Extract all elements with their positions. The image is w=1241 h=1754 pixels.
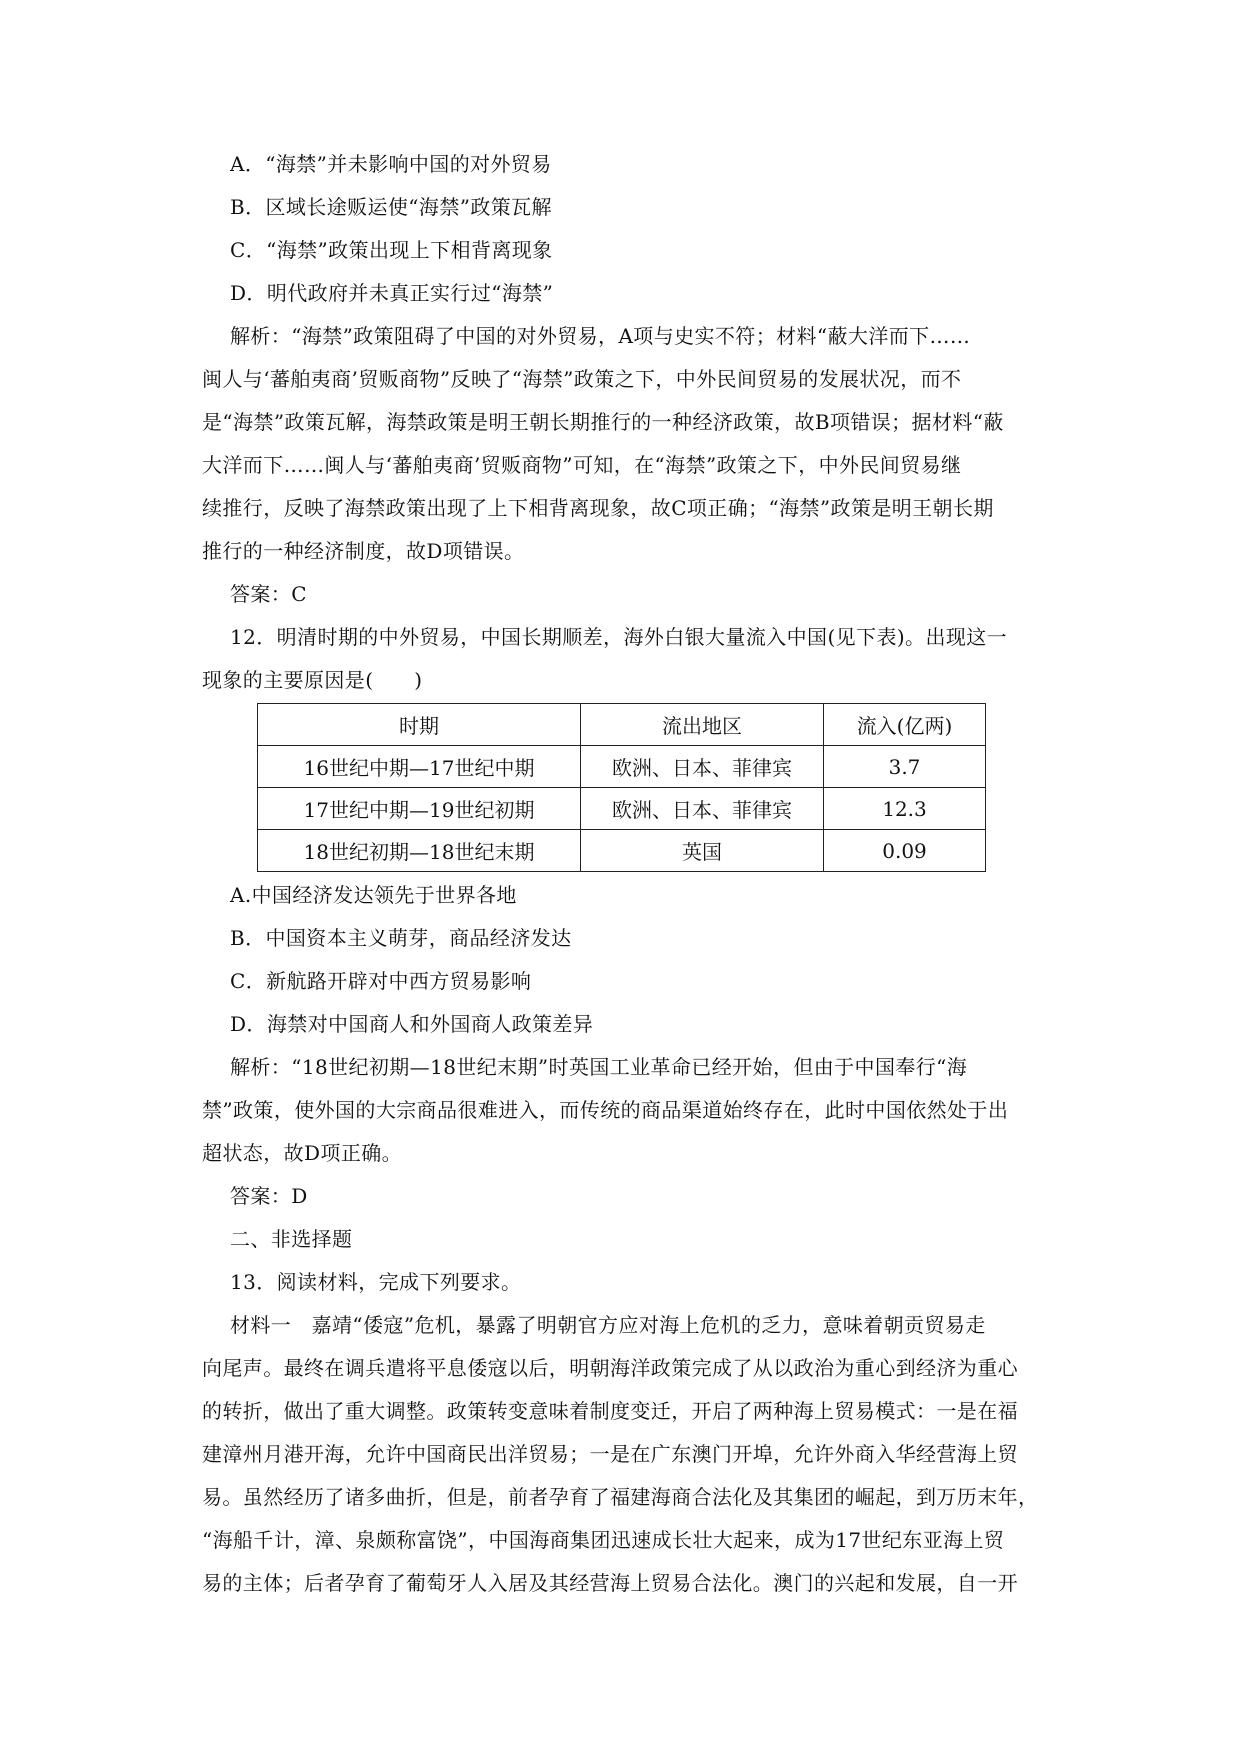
q13-material-line: 建漳州月港开海，允许中国商民出洋贸易；一是在广东澳门开埠，允许外商入华经营海上贸 xyxy=(202,1442,1018,1466)
q12-analysis-line: 禁”政策，使外国的大宗商品很难进入，而传统的商品渠道始终存在，此时中国依然处于出 xyxy=(202,1098,1009,1122)
q12-analysis-line: 超状态，故D项正确。 xyxy=(202,1141,403,1165)
table-header-row xyxy=(258,704,986,746)
q11-analysis-line: 闽人与‘蕃舶夷商’贸贩商物”反映了“海禁”政策之下，中外民间贸易的发展状况，而不 xyxy=(202,367,962,391)
table-cell: 17世纪中期—19世纪初期 xyxy=(258,788,581,830)
table-cell: 16世纪中期—17世纪中期 xyxy=(258,746,581,788)
table-cell: 12.3 xyxy=(824,788,986,830)
q12-option-c: C．新航路开辟对中西方贸易影响 xyxy=(230,969,532,993)
q12-answer: 答案：D xyxy=(230,1184,308,1208)
table-row xyxy=(258,746,986,788)
table-header-cell: 流入(亿两) xyxy=(824,704,986,746)
q12-option-b: B．中国资本主义萌芽，商品经济发达 xyxy=(230,926,572,950)
q12-option-a: A.中国经济发达领先于世界各地 xyxy=(230,883,517,907)
table-cell: 欧洲、日本、菲律宾 xyxy=(581,746,824,788)
q13-material-line: 易的主体；后者孕育了葡萄牙人入居及其经营海上贸易合法化。澳门的兴起和发展，自一开 xyxy=(202,1571,1018,1595)
q11-analysis-line: 解析：“海禁”政策阻碍了中国的对外贸易，A项与史实不符；材料“蔽大洋而下…… xyxy=(230,324,971,348)
q11-answer: 答案：C xyxy=(230,582,307,606)
q13-material-line: 材料一 嘉靖“倭寇”危机，暴露了明朝官方应对海上危机的乏力，意味着朝贡贸易走 xyxy=(230,1313,986,1337)
table-header-cell: 时期 xyxy=(258,704,581,746)
table-cell: 0.09 xyxy=(824,830,986,872)
q13-material-line: 向尾声。最终在调兵遣将平息倭寇以后，明朝海洋政策完成了从以政治为重心到经济为重心 xyxy=(202,1356,1018,1380)
section-heading: 二、非选择题 xyxy=(230,1227,353,1251)
table-cell: 英国 xyxy=(581,830,824,872)
q13-stem: 13．阅读材料，完成下列要求。 xyxy=(230,1270,522,1294)
q11-option-c: C．“海禁”政策出现上下相背离现象 xyxy=(230,238,553,262)
table-header-cell: 流出地区 xyxy=(581,704,824,746)
q11-analysis-line: 大洋而下……闽人与‘蕃舶夷商’贸贩商物”可知，在“海禁”政策之下，中外民间贸易继 xyxy=(202,453,962,477)
q11-analysis-line: 推行的一种经济制度，故D项错误。 xyxy=(202,539,525,563)
table-cell: 18世纪初期—18世纪末期 xyxy=(258,830,581,872)
q12-analysis-line: 解析：“18世纪初期—18世纪末期”时英国工业革命已经开始，但由于中国奉行“海 xyxy=(230,1055,968,1079)
q11-analysis-line: 续推行，反映了海禁政策出现了上下相背离现象，故C项正确；“海禁”政策是明王朝长期 xyxy=(202,496,994,520)
q13-material-line: 易。虽然经历了诸多曲折，但是，前者孕育了福建海商合法化及其集团的崛起，到万历末年， xyxy=(202,1485,1039,1509)
q13-material-line: 的转折，做出了重大调整。政策转变意味着制度变迁，开启了两种海上贸易模式：一是在福 xyxy=(202,1399,1018,1423)
q13-material-line: “海船千计，漳、泉颇称富饶”，中国海商集团迅速成长壮大起来，成为17世纪东亚海上贸 xyxy=(202,1528,1005,1552)
silver-inflow-table xyxy=(257,703,986,872)
q11-analysis-line: 是“海禁”政策瓦解，海禁政策是明王朝长期推行的一种经济政策，故B项错误；据材料“蔽 xyxy=(202,410,1004,434)
q12-option-d: D．海禁对中国商人和外国商人政策差异 xyxy=(230,1012,594,1036)
table-cell: 3.7 xyxy=(824,746,986,788)
q11-option-d: D．明代政府并未真正实行过“海禁” xyxy=(230,281,554,305)
q12-stem-line: 现象的主要原因是( ) xyxy=(202,668,423,692)
table-row xyxy=(258,788,986,830)
q12-stem-line: 12．明清时期的中外贸易，中国长期顺差，海外白银大量流入中国(见下表)。出现这一 xyxy=(230,625,1008,649)
table-cell: 欧洲、日本、菲律宾 xyxy=(581,788,824,830)
q11-option-a: A．“海禁”并未影响中国的对外贸易 xyxy=(230,152,552,176)
q11-option-b: B．区域长途贩运使“海禁”政策瓦解 xyxy=(230,195,552,219)
table-row xyxy=(258,830,986,872)
